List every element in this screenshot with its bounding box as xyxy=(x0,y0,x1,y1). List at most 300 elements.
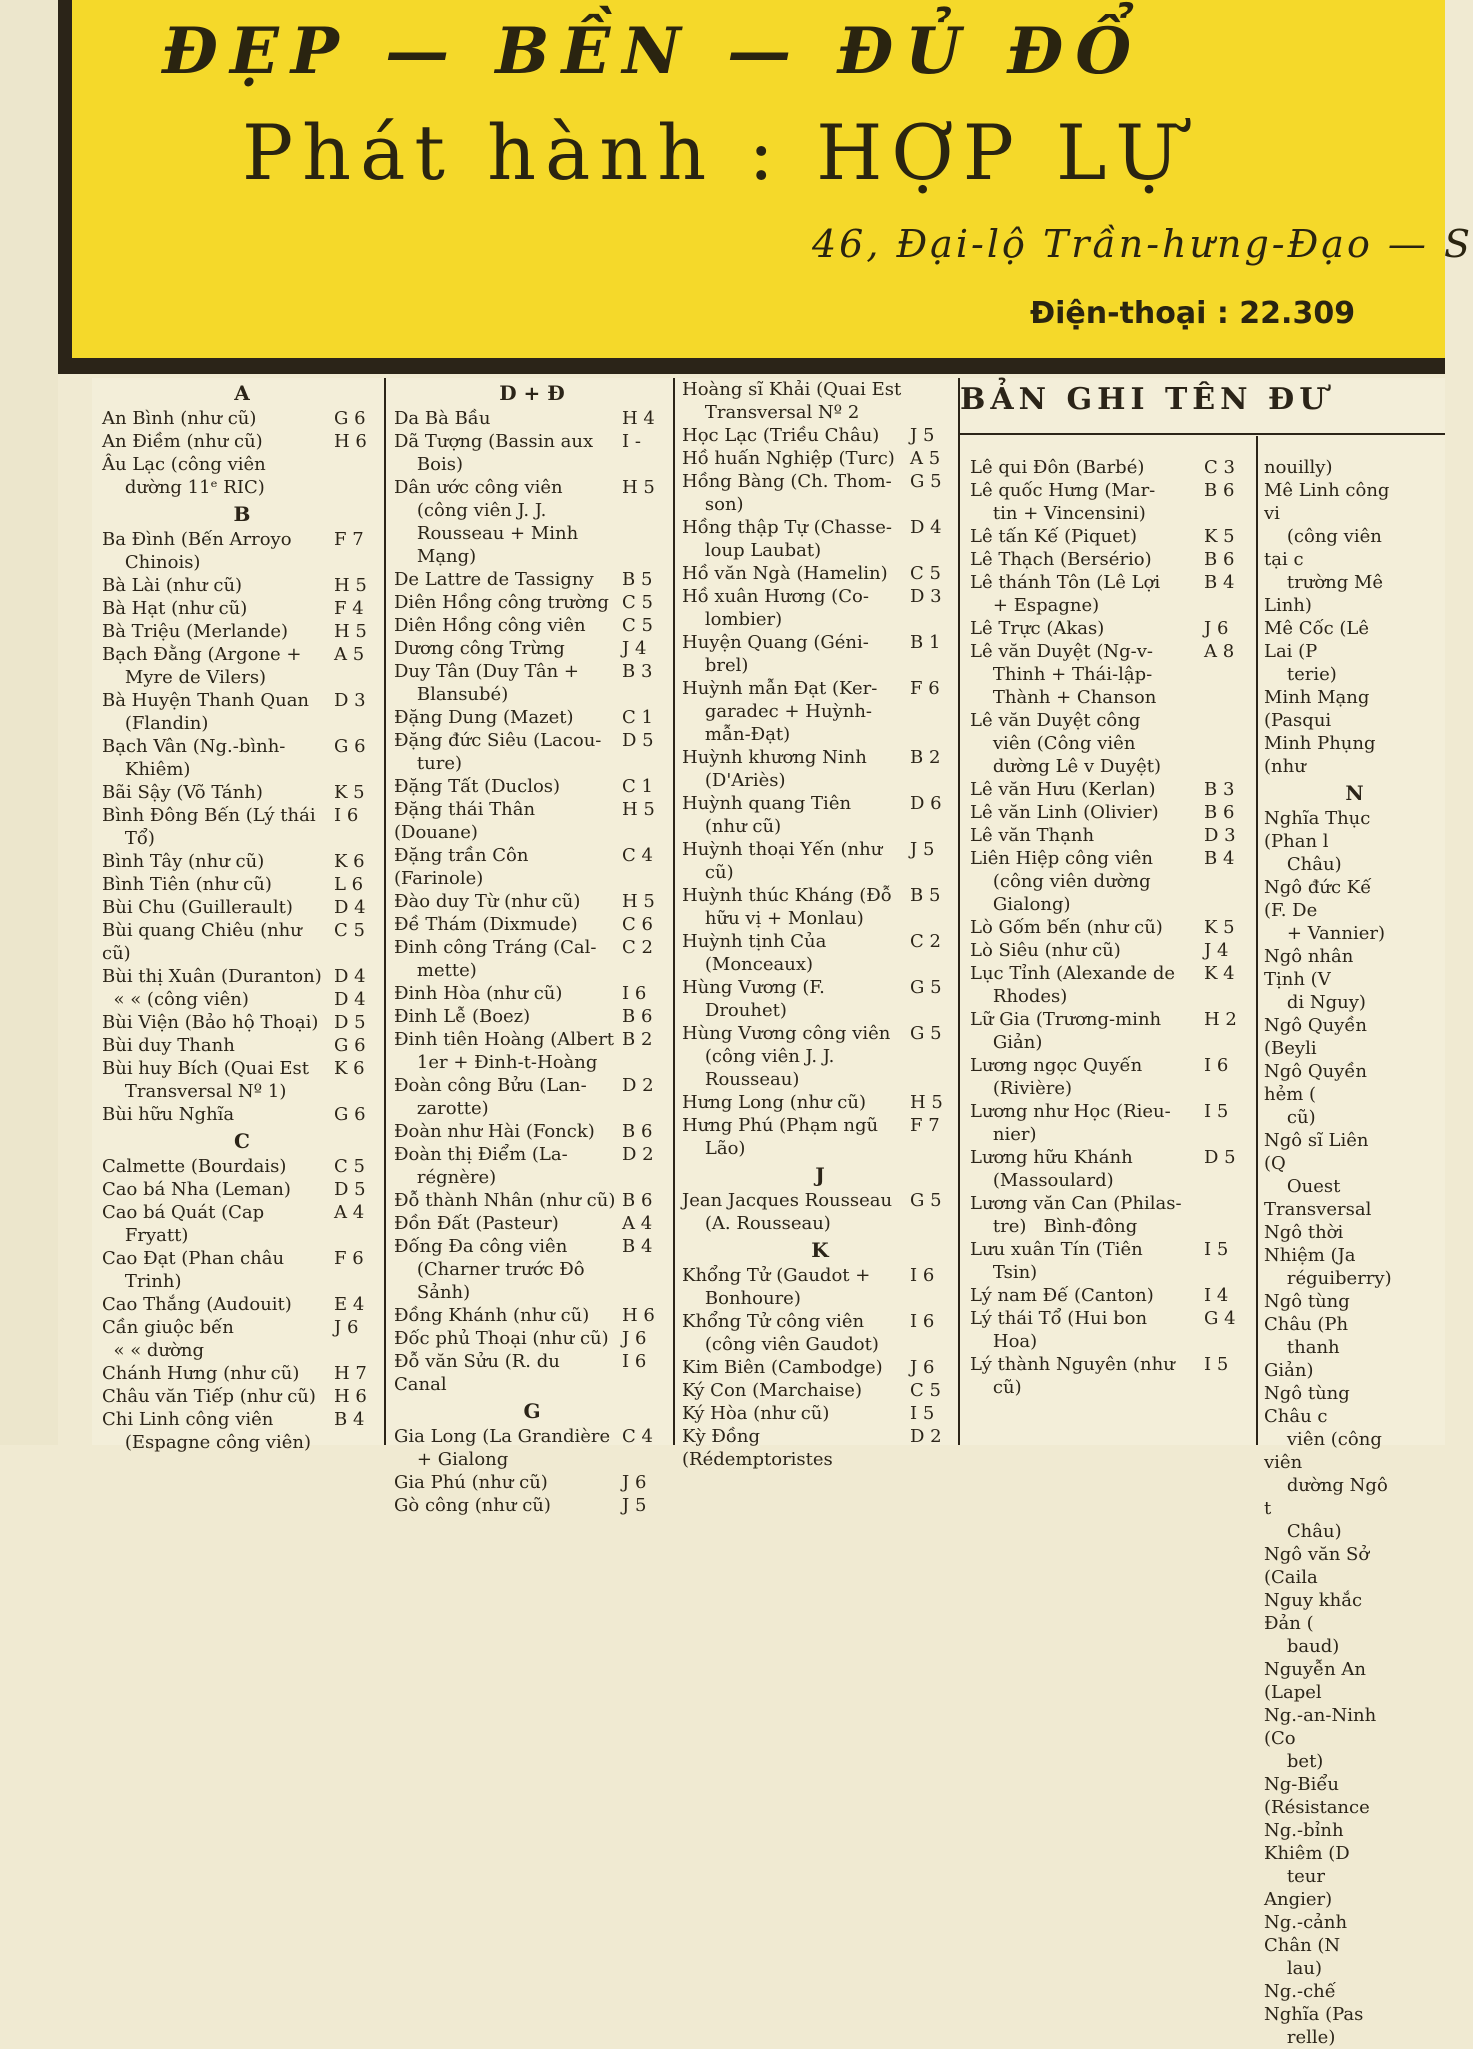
street-entry xyxy=(394,1074,670,1120)
street-entry xyxy=(970,1284,1252,1307)
street-entry xyxy=(970,525,1252,548)
grid-reference: H 6 xyxy=(334,1386,367,1407)
grid-reference: J 6 xyxy=(622,1328,647,1349)
street-entry xyxy=(970,456,1252,479)
street-entry xyxy=(102,1057,382,1103)
street-name: Lê quốc Hưng (Mar- tin + Vincensini) xyxy=(970,480,1156,524)
street-entry xyxy=(102,453,382,499)
grid-reference: C 2 xyxy=(622,937,653,958)
street-entry xyxy=(970,1146,1252,1192)
street-entry xyxy=(102,1103,382,1126)
grid-reference: B 5 xyxy=(910,885,941,906)
street-name: Đặng trần Côn (Farinole) xyxy=(394,845,535,889)
street-entry xyxy=(682,1264,958,1310)
street-entry xyxy=(1264,1980,1445,2049)
grid-reference: I 5 xyxy=(1204,1101,1229,1122)
street-name: Ký Con (Marchaise) xyxy=(682,1380,862,1401)
grid-reference: C 5 xyxy=(622,615,653,636)
section-letter: J xyxy=(815,1163,825,1187)
street-entry xyxy=(102,988,382,1011)
street-name: Cao bá Nha (Leman) xyxy=(102,1179,291,1200)
street-name: Đoàn công Bửu (Lan- zarotte) xyxy=(394,1075,587,1119)
grid-reference: B 3 xyxy=(622,661,653,682)
street-entry xyxy=(1264,1589,1445,1658)
street-entry xyxy=(970,1238,1252,1284)
street-name: Đặng thái Thân (Douane) xyxy=(394,799,541,843)
street-entry xyxy=(682,930,958,976)
street-entry xyxy=(394,430,670,476)
street-entry xyxy=(394,476,670,568)
grid-reference: A 4 xyxy=(622,1213,653,1234)
grid-reference: C 1 xyxy=(622,707,653,728)
phone: Điện-thoại : 22.309 xyxy=(1030,296,1356,331)
street-name: Chánh Hưng (như cũ) xyxy=(102,1363,300,1384)
grid-reference: D 3 xyxy=(1204,825,1236,846)
street-entry xyxy=(1264,1543,1445,1589)
street-entry xyxy=(394,913,670,936)
street-name: Học Lạc (Triều Châu) xyxy=(682,425,880,446)
street-name: Bùi quang Chiêu (như cũ) xyxy=(102,920,308,964)
grid-reference: K 5 xyxy=(1204,917,1235,938)
street-name: Đồn Đất (Pasteur) xyxy=(394,1213,559,1234)
street-name: Lương ngọc Quyến (Rivière) xyxy=(970,1055,1143,1099)
grid-reference: I 6 xyxy=(910,1265,935,1286)
street-name: Huỳnh thúc Kháng (Đỗ hữu vị + Monlau) xyxy=(682,885,892,929)
grid-reference: F 6 xyxy=(910,678,940,699)
street-entry xyxy=(970,801,1252,824)
street-name: Huỳnh quang Tiên (như cũ) xyxy=(682,793,852,837)
grid-reference: I 6 xyxy=(1204,1055,1229,1076)
street-entry xyxy=(102,1385,382,1408)
street-entry xyxy=(970,1307,1252,1353)
street-entry xyxy=(1264,456,1445,479)
grid-reference: B 4 xyxy=(622,1236,653,1257)
street-entry xyxy=(682,447,958,470)
street-name: Bạch Đằng (Argone + Myre de Vilers) xyxy=(102,644,302,688)
street-entry xyxy=(102,804,382,850)
street-name: Bùi Viện (Bảo hộ Thoại) xyxy=(102,1012,319,1033)
street-name: Huỳnh tịnh Của (Monceaux) xyxy=(682,931,827,975)
street-entry xyxy=(394,1028,670,1074)
street-entry xyxy=(102,1293,382,1316)
street-entry xyxy=(102,597,382,620)
motto: ĐẸP — BỀN — ĐỦ ĐỔ xyxy=(162,14,1144,89)
street-name: An Bình (như cũ) xyxy=(102,408,257,429)
street-entry xyxy=(970,640,1252,709)
street-name: Đề Thám (Dixmude) xyxy=(394,914,578,935)
street-entry xyxy=(394,1425,670,1471)
street-entry xyxy=(970,617,1252,640)
street-name: Bùi huy Bích (Quai Est Transversal Nº 1) xyxy=(102,1058,309,1102)
street-entry xyxy=(682,1189,958,1235)
street-entry xyxy=(682,677,958,746)
street-name: Nghĩa Thục (Phan l Châu) xyxy=(1264,808,1371,875)
street-name: Đinh Hòa (như cũ) xyxy=(394,983,563,1004)
street-name: Lê văn Thạnh xyxy=(970,825,1095,846)
street-name: Kim Biên (Cambodge) xyxy=(682,1357,883,1378)
street-name: Ng.-bỉnh Khiêm (D teur Angier) xyxy=(1264,1820,1350,1910)
grid-reference: J 5 xyxy=(622,1495,647,1516)
street-name: Khổng Tử (Gaudot + Bonhoure) xyxy=(682,1265,871,1309)
column-divider xyxy=(958,378,960,1445)
street-name: Châu văn Tiếp (như cũ) xyxy=(102,1386,316,1407)
grid-reference: F 4 xyxy=(334,598,364,619)
street-name: Lê tấn Kế (Piquet) xyxy=(970,526,1138,547)
street-name: Bùi thị Xuân (Duranton) xyxy=(102,966,322,987)
grid-reference: I 6 xyxy=(910,1311,935,1332)
street-entry xyxy=(1264,686,1445,732)
street-name: Bùi hữu Nghĩa xyxy=(102,1104,235,1125)
street-name: Đinh tiên Hoàng (Albert 1er + Đinh-t-Hoàng xyxy=(394,1029,615,1073)
street-name: Lê văn Hưu (Kerlan) xyxy=(970,779,1156,800)
street-name: Duy Tân (Duy Tân + Blansubé) xyxy=(394,661,580,705)
street-entry xyxy=(394,844,670,890)
street-name: Ngô tùng Châu c viên (công viên dường Ngô t Châu) xyxy=(1264,1383,1388,1542)
street-entry xyxy=(394,1304,670,1327)
street-entry xyxy=(970,1054,1252,1100)
section-letter: A xyxy=(234,381,250,405)
street-entry xyxy=(394,1005,670,1028)
street-name: Lương như Học (Rieu- nier) xyxy=(970,1101,1171,1145)
grid-reference: G 5 xyxy=(910,1190,942,1211)
street-name: Ngô văn Sở (Caila xyxy=(1264,1544,1375,1588)
street-entry xyxy=(394,660,670,706)
grid-reference: G 4 xyxy=(1204,1308,1236,1329)
street-entry xyxy=(394,798,670,844)
street-entry xyxy=(682,1114,958,1160)
grid-reference: H 5 xyxy=(622,799,655,820)
grid-reference: C 5 xyxy=(334,1156,365,1177)
street-name: Gia Long (La Grandière + Gialong xyxy=(394,1426,611,1470)
street-name: Mê Cốc (Lê Lai (P terie) xyxy=(1264,618,1370,685)
street-name: Jean Jacques Rousseau (A. Rousseau) xyxy=(682,1190,893,1234)
grid-reference: C 5 xyxy=(622,592,653,613)
grid-reference: J 6 xyxy=(622,1472,647,1493)
grid-reference: F 6 xyxy=(334,1248,364,1269)
street-entry xyxy=(1264,1014,1445,1060)
street-name: Ngô đức Kế (F. De + Vannier) xyxy=(1264,877,1385,944)
grid-reference: H 6 xyxy=(334,431,367,452)
street-entry xyxy=(394,706,670,729)
grid-reference: A 8 xyxy=(1204,641,1235,662)
street-name: Calmette (Bourdais) xyxy=(102,1156,287,1177)
street-entry xyxy=(102,689,382,735)
grid-reference: A 4 xyxy=(334,1202,365,1223)
street-name: Chi Linh công viên (Espagne công viên) xyxy=(102,1409,311,1453)
grid-reference: C 2 xyxy=(910,931,941,952)
street-entry xyxy=(102,896,382,919)
street-name: De Lattre de Tassigny xyxy=(394,569,594,590)
street-entry xyxy=(682,1022,958,1091)
street-entry xyxy=(394,614,670,637)
street-name: Ngô Quyền (Beyli xyxy=(1264,1015,1373,1059)
street-name: Ngô thời Nhiệm (Ja réguiberry) xyxy=(1264,1222,1392,1289)
street-name: Lưu xuân Tín (Tiên Tsin) xyxy=(970,1239,1143,1283)
index-column-2 xyxy=(394,378,670,1516)
street-entry xyxy=(682,1379,958,1402)
grid-reference: D 4 xyxy=(910,517,942,538)
grid-reference: D 3 xyxy=(910,586,942,607)
grid-reference: C 3 xyxy=(1204,457,1235,478)
grid-reference: K 6 xyxy=(334,1058,365,1079)
grid-reference: H 6 xyxy=(622,1305,655,1326)
grid-reference: H 5 xyxy=(622,477,655,498)
street-name: Ngô sĩ Liên (Q Ouest Transversal xyxy=(1264,1130,1372,1220)
street-name: Đinh công Tráng (Cal- mette) xyxy=(394,937,597,981)
grid-reference: B 1 xyxy=(910,632,941,653)
street-name: Lê văn Linh (Olivier) xyxy=(970,802,1159,823)
grid-reference: L 6 xyxy=(334,874,364,895)
street-entry xyxy=(970,1008,1252,1054)
street-entry xyxy=(682,1091,958,1114)
street-name: Cần giuộc bến « « dường xyxy=(102,1317,234,1361)
street-name: Hưng Phú (Phạm ngũ Lão) xyxy=(682,1115,879,1159)
grid-reference: D 4 xyxy=(334,966,366,987)
street-name: Hưng Long (như cũ) xyxy=(682,1092,866,1113)
street-entry xyxy=(682,746,958,792)
street-name: Bà Triệu (Merlande) xyxy=(102,621,289,642)
street-name: Gia Phú (như cũ) xyxy=(394,1472,548,1493)
grid-reference: G 5 xyxy=(910,471,942,492)
street-entry xyxy=(102,1011,382,1034)
street-entry xyxy=(682,378,958,424)
grid-reference: F 7 xyxy=(910,1115,940,1136)
street-entry xyxy=(394,1143,670,1189)
street-entry xyxy=(682,792,958,838)
column-divider xyxy=(673,378,675,1445)
street-entry xyxy=(394,775,670,798)
column-divider xyxy=(1256,436,1258,1445)
grid-reference: H 5 xyxy=(334,575,367,596)
street-name: Lục Tỉnh (Alexande de Rhodes) xyxy=(970,963,1175,1007)
street-name: Hồng Bàng (Ch. Thom- son) xyxy=(682,471,892,515)
street-entry xyxy=(1264,1129,1445,1221)
grid-reference: I 5 xyxy=(1204,1239,1229,1260)
street-name: Hồ văn Ngà (Hamelin) xyxy=(682,563,888,584)
street-entry xyxy=(102,1201,382,1247)
grid-reference: D 4 xyxy=(334,989,366,1010)
street-name: Đoàn như Hài (Fonck) xyxy=(394,1121,595,1142)
street-name: Minh Mạng (Pasqui xyxy=(1264,687,1376,731)
street-name: Đồng Khánh (như cũ) xyxy=(394,1305,590,1326)
grid-reference: G 6 xyxy=(334,1035,366,1056)
grid-reference: C 4 xyxy=(622,1426,653,1447)
street-entry xyxy=(102,1247,382,1293)
grid-reference: H 4 xyxy=(622,408,655,429)
street-name: Da Bà Bầu xyxy=(394,408,491,429)
street-entry xyxy=(394,890,670,913)
street-entry xyxy=(682,1356,958,1379)
grid-reference: B 4 xyxy=(334,1409,365,1430)
grid-reference: I 6 xyxy=(622,983,647,1004)
grid-reference: G 6 xyxy=(334,736,366,757)
street-name: Diên Hồng công trường xyxy=(394,592,609,613)
grid-reference: D 5 xyxy=(334,1179,366,1200)
grid-reference: C 5 xyxy=(334,920,365,941)
street-entry xyxy=(970,962,1252,1008)
grid-reference: C 4 xyxy=(622,845,653,866)
street-entry xyxy=(1264,945,1445,1014)
grid-reference: J 5 xyxy=(910,839,935,860)
grid-reference: I 6 xyxy=(622,1351,647,1372)
street-name: Hồ xuân Hương (Co- lombier) xyxy=(682,586,869,630)
street-name: nouilly) xyxy=(1264,457,1333,478)
grid-reference: C 5 xyxy=(910,1380,941,1401)
grid-reference: B 6 xyxy=(622,1006,653,1027)
street-name: Bình Tiên (như cũ) xyxy=(102,874,272,895)
street-entry xyxy=(394,568,670,591)
street-name: Dã Tượng (Bassin aux Bois) xyxy=(394,431,594,475)
street-entry xyxy=(102,1408,382,1454)
street-name: Huyện Quang (Géni- brel) xyxy=(682,632,869,676)
street-entry xyxy=(394,1189,670,1212)
street-name: Bà Huyện Thanh Quan (Flandin) xyxy=(102,690,310,734)
grid-reference: A 5 xyxy=(910,448,941,469)
street-entry xyxy=(970,1353,1252,1399)
street-name: Khổng Tử công viên (công viên Gaudot) xyxy=(682,1311,879,1355)
street-name: Lương văn Can (Philas- tre) Bình-đông xyxy=(970,1193,1182,1237)
street-name: Đốc phủ Thoại (như cũ) xyxy=(394,1328,609,1349)
index-column-1 xyxy=(102,378,382,1453)
grid-reference: H 5 xyxy=(334,621,367,642)
street-entry xyxy=(102,574,382,597)
street-entry xyxy=(682,838,958,884)
street-entry xyxy=(1264,1060,1445,1129)
grid-reference: D 3 xyxy=(334,690,366,711)
street-name: Lê Thạch (Bersério) xyxy=(970,549,1152,570)
street-name: Lữ Gia (Trương-minh Giản) xyxy=(970,1009,1162,1053)
section-letter: K xyxy=(811,1238,829,1262)
grid-reference: J 6 xyxy=(910,1357,935,1378)
grid-reference: B 2 xyxy=(622,1029,653,1050)
grid-reference: K 5 xyxy=(1204,526,1235,547)
street-entry xyxy=(682,424,958,447)
street-name: Bùi Chu (Guillerault) xyxy=(102,897,293,918)
street-entry xyxy=(970,548,1252,571)
grid-reference: D 5 xyxy=(1204,1147,1236,1168)
street-name: Bình Tây (như cũ) xyxy=(102,851,265,872)
street-entry xyxy=(1264,1773,1445,1819)
left-margin xyxy=(0,0,58,1445)
street-name: Ngô Quyền hẻm ( cũ) xyxy=(1264,1061,1368,1128)
street-entry xyxy=(394,637,670,660)
grid-reference: I 4 xyxy=(1204,1285,1229,1306)
street-name: Bùi duy Thanh xyxy=(102,1035,235,1056)
publisher: Phát hành : HỢP LỰ xyxy=(242,108,1189,197)
grid-reference: I - xyxy=(622,431,641,452)
street-name: Ng.-an-Ninh (Co bet) xyxy=(1264,1705,1377,1772)
street-name: Đào duy Từ (như cũ) xyxy=(394,891,581,912)
street-entry xyxy=(102,850,382,873)
street-name: Diên Hồng công viên xyxy=(394,615,586,636)
street-entry xyxy=(1264,876,1445,945)
street-entry xyxy=(682,631,958,677)
street-entry xyxy=(682,884,958,930)
street-entry xyxy=(682,1310,958,1356)
street-name: Ng.-cảnh Chân (N lau) xyxy=(1264,1912,1348,1979)
grid-reference: D 2 xyxy=(910,1426,942,1447)
header-banner xyxy=(58,0,1473,360)
grid-reference: C 5 xyxy=(910,563,941,584)
street-entry xyxy=(970,479,1252,525)
grid-reference: D 2 xyxy=(622,1075,654,1096)
banner-divider xyxy=(58,358,1445,374)
street-entry xyxy=(102,1155,382,1178)
street-entry xyxy=(682,976,958,1022)
street-entry xyxy=(1264,479,1445,617)
street-entry xyxy=(102,1034,382,1057)
street-entry xyxy=(1264,1658,1445,1704)
street-name: Âu Lạc (công viên dường 11ᵉ RIC) xyxy=(102,454,266,498)
section-letter: D + Đ xyxy=(499,381,565,405)
street-name: Cao Đạt (Phan châu Trinh) xyxy=(102,1248,285,1292)
street-entry xyxy=(394,591,670,614)
street-entry xyxy=(394,936,670,982)
grid-reference: B 6 xyxy=(1204,802,1235,823)
street-entry xyxy=(102,735,382,781)
street-name: Bà Lài (như cũ) xyxy=(102,575,243,596)
grid-reference: K 5 xyxy=(334,782,365,803)
street-name: Dân ước công viên (công viên J. J. Rousseau + Minh Mạng) xyxy=(394,477,579,567)
street-entry xyxy=(394,1235,670,1304)
street-entry xyxy=(970,939,1252,962)
street-entry xyxy=(682,1425,958,1471)
index-title: BẢN GHI TÊN ĐƯ xyxy=(960,382,1331,417)
street-name: Lò Gốm bến (như cũ) xyxy=(970,917,1163,938)
street-name: Bình Đông Bến (Lý thái Tổ) xyxy=(102,805,316,849)
section-letter: B xyxy=(233,502,251,526)
street-name: Bạch Vân (Ng.-bình- Khiêm) xyxy=(102,736,286,780)
grid-reference: B 6 xyxy=(622,1190,653,1211)
grid-reference: G 5 xyxy=(910,1023,942,1044)
street-entry xyxy=(970,1100,1252,1146)
street-name: Huỳnh mẫn Đạt (Ker- garadec + Huỳnh- mẫn-Đạt) xyxy=(682,678,878,745)
street-name: Đoàn thị Điểm (La- régnère) xyxy=(394,1144,568,1188)
street-name: « « (công viên) xyxy=(102,989,249,1010)
grid-reference: E 4 xyxy=(334,1294,365,1315)
street-name: Lê qui Đôn (Barbé) xyxy=(970,457,1145,478)
street-entry xyxy=(970,847,1252,916)
index-column-4 xyxy=(970,456,1252,1445)
street-name: Đinh Lễ (Boez) xyxy=(394,1006,531,1027)
street-entry xyxy=(102,873,382,896)
section-letter: G xyxy=(523,1399,541,1423)
address: 46, Đại-lộ Trần-hưng-Đạo — S xyxy=(812,222,1473,266)
grid-reference: I 5 xyxy=(910,1403,935,1424)
street-name: Lý thái Tổ (Hui bon Hoa) xyxy=(970,1308,1148,1352)
street-name: Đặng Dung (Mazet) xyxy=(394,707,574,728)
street-entry xyxy=(1264,1382,1445,1543)
street-name: Ký Hòa (như cũ) xyxy=(682,1403,830,1424)
street-entry xyxy=(970,1192,1252,1238)
grid-reference: B 3 xyxy=(1204,779,1235,800)
street-name: Cao Thắng (Audouit) xyxy=(102,1294,292,1315)
street-entry xyxy=(970,916,1252,939)
street-entry xyxy=(102,407,382,430)
street-entry xyxy=(394,1327,670,1350)
section-letter: N xyxy=(1345,781,1364,805)
grid-reference: J 6 xyxy=(1204,618,1229,639)
grid-reference: I 6 xyxy=(334,805,359,826)
street-name: Ng.-chế Nghĩa (Pas relle) xyxy=(1264,1981,1364,2048)
street-name: Minh Phụng (như xyxy=(1264,733,1382,777)
street-entry xyxy=(102,781,382,804)
street-entry xyxy=(1264,1221,1445,1290)
grid-reference: J 5 xyxy=(910,425,935,446)
street-entry xyxy=(102,919,382,965)
grid-reference: K 6 xyxy=(334,851,365,872)
index-column-5 xyxy=(1264,456,1445,2048)
